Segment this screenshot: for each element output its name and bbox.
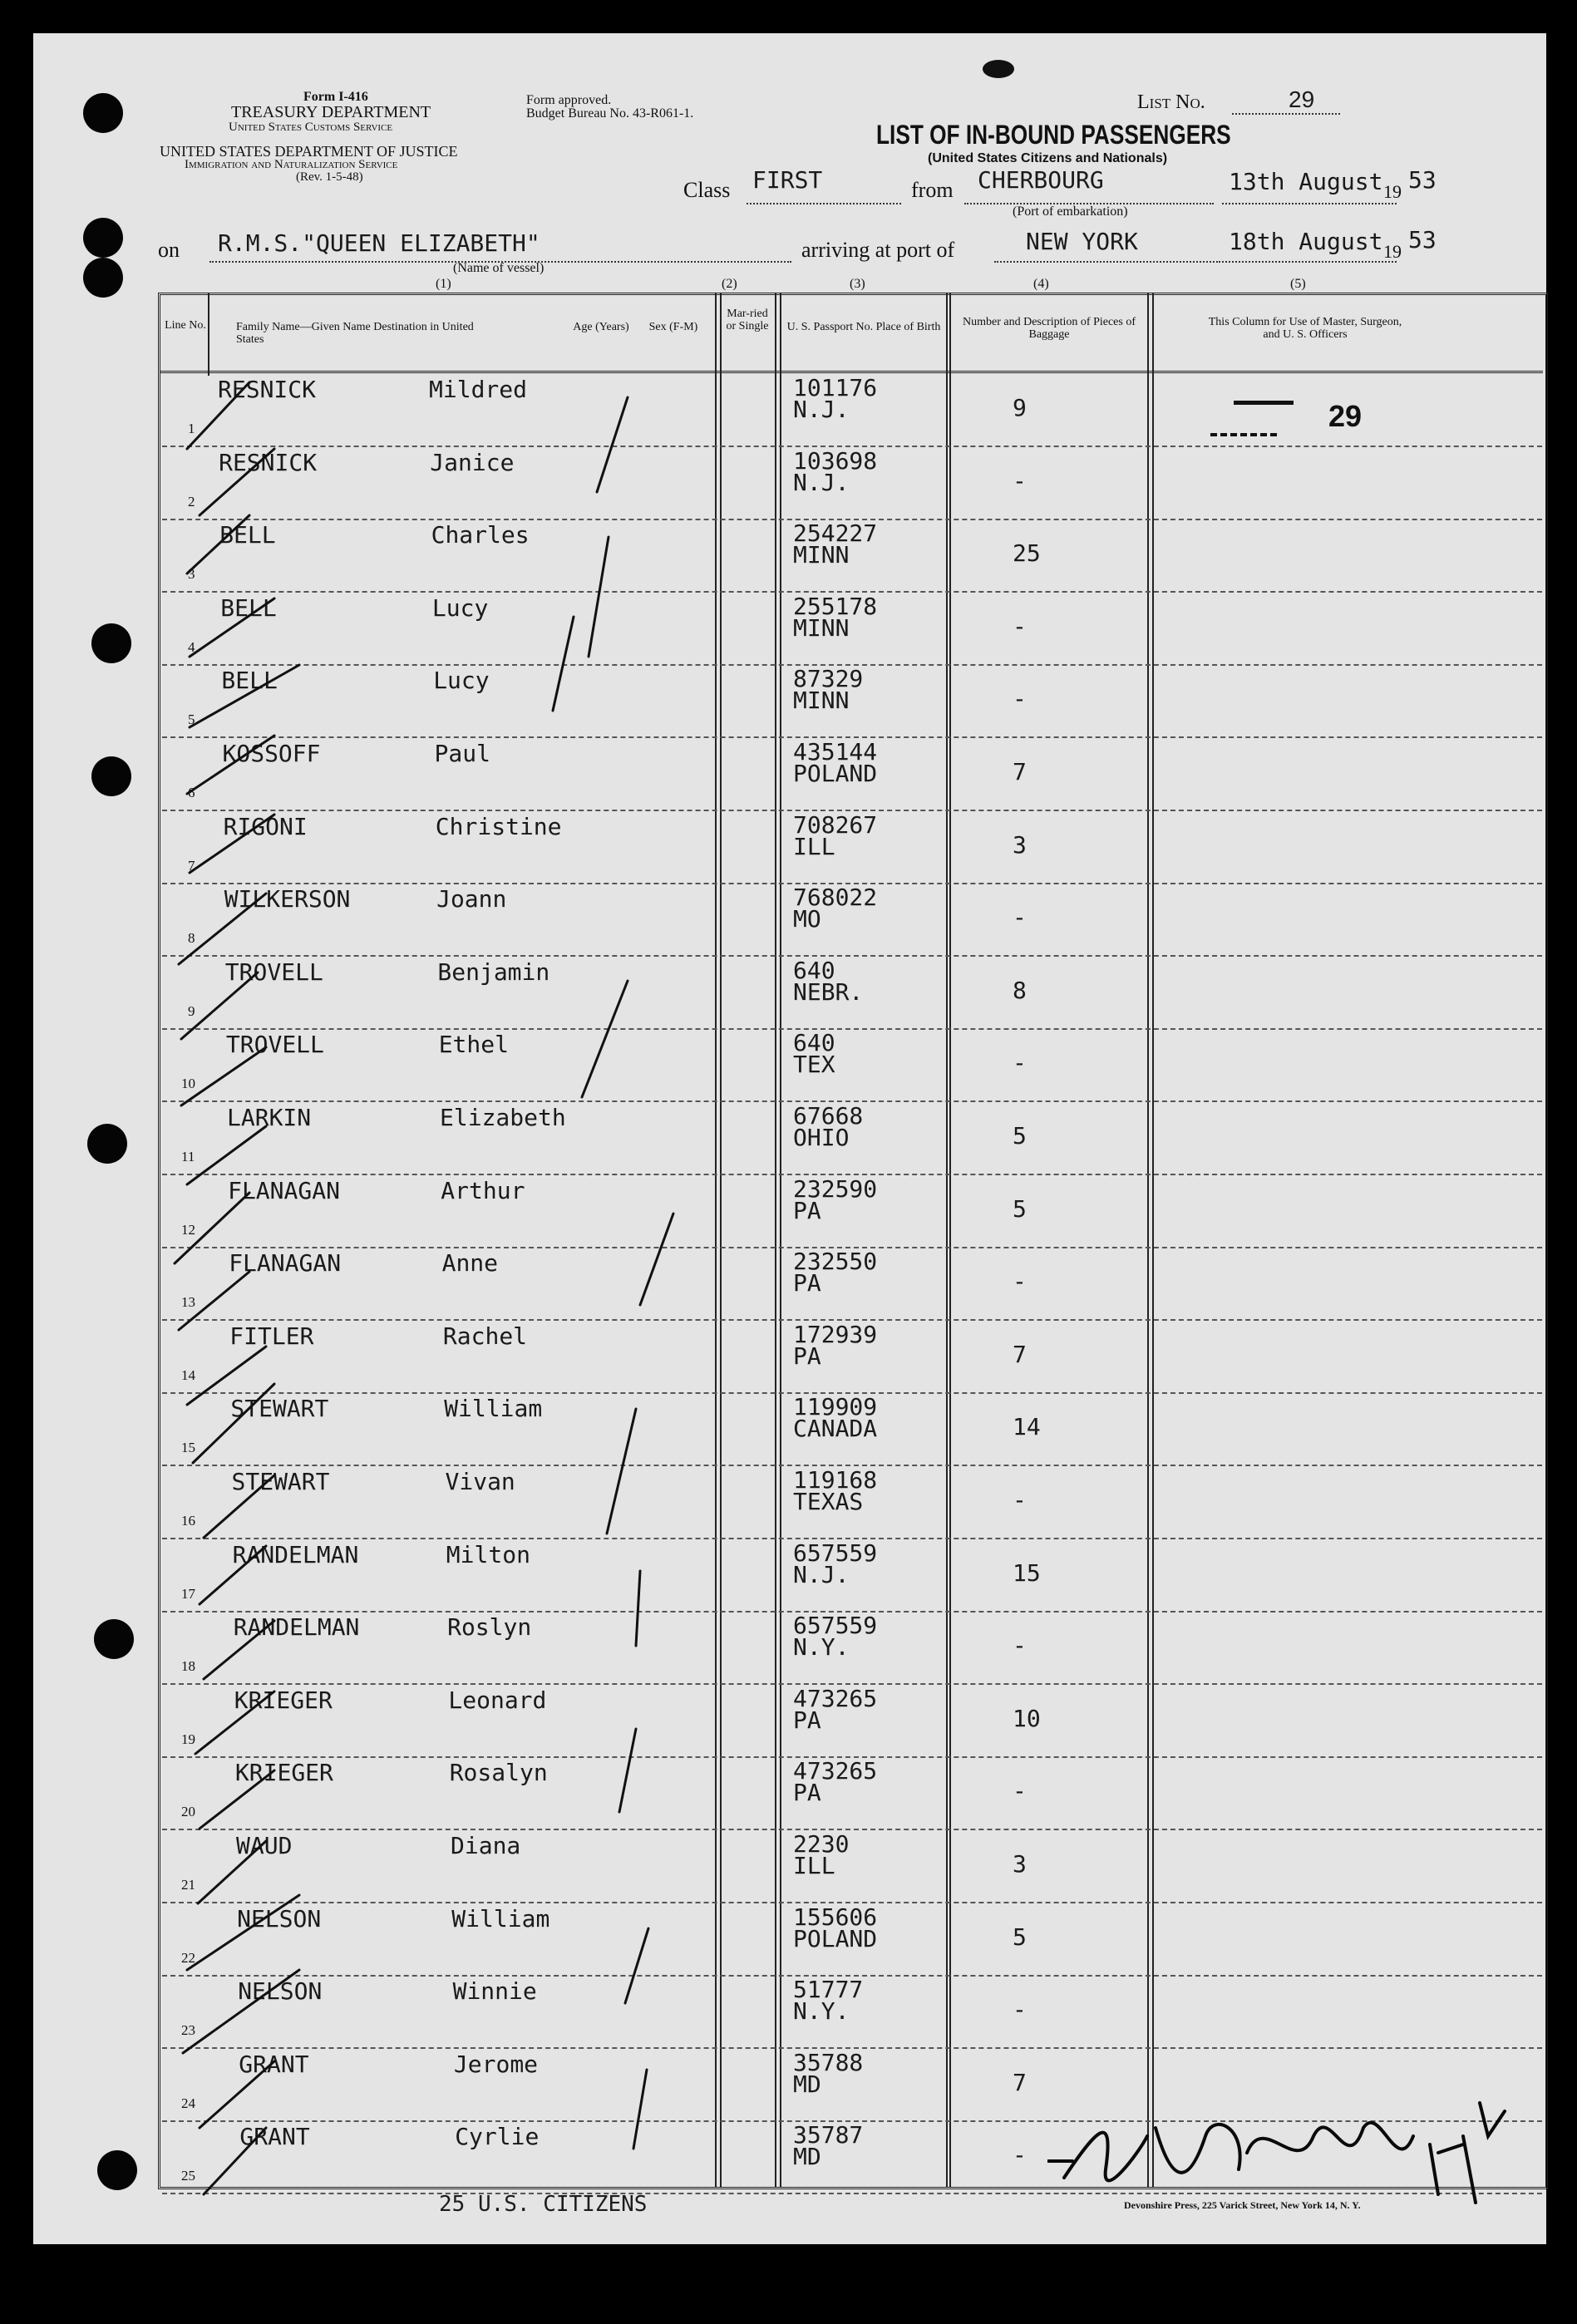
baggage-count: 25 [1013, 539, 1041, 567]
embark-port: CHERBOURG [978, 166, 1104, 194]
family-name: FLANAGAN [229, 1249, 342, 1277]
passport-number: 172939 [793, 1321, 878, 1348]
family-name: FLANAGAN [228, 1177, 340, 1204]
passport-number: 103698 [793, 447, 878, 475]
family-name: BELL [221, 667, 278, 694]
line-number: 4 [188, 639, 195, 655]
passport-number: 473265 [793, 1757, 878, 1785]
list-title: LIST OF IN-BOUND PASSENGERS [876, 120, 1231, 150]
baggage-count: 7 [1013, 2069, 1027, 2096]
given-name: Janice [430, 449, 515, 476]
place-of-birth: NEBR. [793, 978, 864, 1006]
family-name: RIGONI [223, 813, 308, 840]
header-baggage: Number and Description of Pieces of Baggage [963, 316, 1136, 341]
family-name: KOSSOFF [222, 740, 321, 767]
given-name: Cyrlie [455, 2123, 540, 2150]
embark-caption: (Port of embarkation) [1013, 204, 1128, 219]
given-name: Christine [435, 813, 562, 840]
baggage-count: - [1013, 1268, 1027, 1295]
given-name: Anne [441, 1249, 499, 1277]
baggage-count: 9 [1013, 394, 1027, 421]
place-of-birth: N.J. [793, 396, 850, 423]
place-of-birth: MINN [793, 541, 850, 569]
line-number: 23 [181, 2022, 195, 2038]
given-name: Lucy [431, 594, 489, 622]
baggage-count: - [1013, 1632, 1027, 1659]
depart-date: 13th August [1229, 168, 1383, 195]
line-number: 18 [181, 1658, 195, 1674]
place-of-birth: MINN [793, 687, 850, 714]
passport-number: 35788 [793, 2049, 864, 2076]
baggage-count: - [1013, 1777, 1027, 1805]
arrival-port: NEW YORK [1026, 228, 1138, 255]
passport-number: 119909 [793, 1393, 878, 1420]
family-name: STEWART [231, 1468, 330, 1495]
col-num-3: (3) [850, 277, 865, 291]
baggage-count: 8 [1013, 977, 1027, 1004]
family-name: RESNICK [219, 449, 318, 476]
family-name: RESNICK [218, 376, 317, 403]
passport-number: 768022 [793, 884, 878, 911]
given-name: Winnie [452, 1977, 537, 2005]
given-name: Rosalyn [449, 1759, 548, 1786]
line-number: 11 [181, 1149, 195, 1164]
arrival-date: 18th August [1229, 228, 1383, 255]
line-number: 12 [181, 1222, 195, 1238]
place-of-birth: N.Y. [793, 1997, 850, 2025]
line-number: 15 [181, 1440, 195, 1455]
place-of-birth: N.Y. [793, 1633, 850, 1661]
depart-year: 53 [1408, 166, 1437, 194]
list-no-label: List No. [1137, 91, 1205, 113]
line-number: 7 [188, 858, 195, 874]
passport-number: 708267 [793, 811, 878, 839]
treasury-dept: TREASURY DEPARTMENT [231, 103, 431, 121]
place-of-birth: MINN [793, 614, 850, 642]
family-name: GRANT [239, 2051, 309, 2078]
officer-signature [1047, 2078, 1513, 2211]
revision: (Rev. 1-5-48) [296, 170, 363, 184]
place-of-birth: CANADA [793, 1415, 878, 1442]
line-number: 6 [188, 785, 195, 800]
family-name: TROVELL [225, 1031, 324, 1058]
place-of-birth: N.J. [793, 469, 850, 496]
family-name: KRIEGER [234, 1759, 333, 1786]
baggage-count: 3 [1013, 831, 1027, 859]
given-name: Roslyn [447, 1613, 532, 1641]
from-label: from [911, 178, 954, 202]
family-name: FITLER [229, 1322, 314, 1350]
place-of-birth: MD [793, 2070, 821, 2098]
family-name: WAUD [236, 1832, 293, 1859]
family-name: TROVELL [224, 958, 323, 986]
family-name: STEWART [230, 1395, 329, 1422]
place-of-birth: PA [793, 1706, 821, 1734]
line-number: 8 [188, 930, 195, 946]
passport-number: 254227 [793, 519, 878, 547]
header-name: Family Name—Given Name Destination in United States [236, 321, 474, 346]
header-age: Age (Years) [573, 321, 629, 333]
line-number: 3 [188, 566, 195, 582]
place-of-birth: N.J. [793, 1561, 850, 1588]
passport-number: 87329 [793, 665, 864, 692]
passport-number: 640 [793, 957, 835, 984]
line-number: 20 [181, 1804, 195, 1819]
line-number: 22 [181, 1950, 195, 1966]
given-name: Charles [431, 521, 530, 549]
family-name: RANDELMAN [233, 1613, 360, 1641]
family-name: KRIEGER [234, 1686, 333, 1714]
passport-number: 35787 [793, 2121, 864, 2149]
passport-number: 232550 [793, 1248, 878, 1275]
place-of-birth: POLAND [793, 760, 878, 787]
given-name: Jerome [453, 2051, 539, 2078]
given-name: Mildred [429, 376, 528, 403]
vessel-name: R.M.S."QUEEN ELIZABETH" [218, 229, 540, 257]
col-num-5: (5) [1290, 277, 1306, 291]
printer-credit: Devonshire Press, 225 Varick Street, New York 14, N. Y. [1124, 2199, 1361, 2211]
line-number: 21 [181, 1877, 195, 1893]
baggage-count: - [1013, 467, 1027, 495]
place-of-birth: TEXAS [793, 1488, 864, 1515]
given-name: William [451, 1905, 550, 1933]
family-name: NELSON [237, 1905, 322, 1933]
line-number: 2 [188, 494, 195, 510]
baggage-count: - [1013, 1996, 1027, 2023]
family-name: LARKIN [227, 1104, 312, 1131]
place-of-birth: PA [793, 1779, 821, 1806]
line-number: 14 [181, 1367, 195, 1383]
customs-service: United States Customs Service [229, 121, 393, 134]
place-of-birth: POLAND [793, 1925, 878, 1952]
place-of-birth: PA [793, 1269, 821, 1297]
list-number: 29 [1289, 86, 1315, 112]
list-subtitle: (United States Citizens and Nationals) [928, 151, 1168, 165]
col-num-4: (4) [1033, 277, 1049, 291]
given-name: Vivan [445, 1468, 515, 1495]
header-passport: U. S. Passport No. Place of Birth [786, 321, 941, 333]
passport-number: 657559 [793, 1539, 878, 1567]
place-of-birth: PA [793, 1197, 821, 1224]
arrival-year-prefix: 19 [1383, 241, 1402, 262]
place-of-birth: PA [793, 1342, 821, 1370]
passport-number: 51777 [793, 1976, 864, 2003]
given-name: William [444, 1395, 543, 1422]
baggage-count: - [1013, 1049, 1027, 1076]
ins-label: Immigration and Naturalization Service [185, 158, 398, 171]
baggage-count: - [1013, 1486, 1027, 1514]
baggage-count: 7 [1013, 758, 1027, 785]
baggage-count: - [1013, 904, 1027, 931]
passport-number: 657559 [793, 1612, 878, 1639]
given-name: Rachel [442, 1322, 528, 1350]
passport-number: 155606 [793, 1903, 878, 1931]
line-number: 16 [181, 1513, 195, 1529]
place-of-birth: ILL [793, 833, 835, 860]
baggage-count: 5 [1013, 1923, 1027, 1951]
passport-number: 473265 [793, 1685, 878, 1712]
passport-number: 255178 [793, 593, 878, 620]
header-officers: This Column for Use of Master, Surgeon, and U. S. Officers [1208, 316, 1402, 341]
line-number: 17 [181, 1586, 195, 1602]
baggage-count: - [1013, 613, 1027, 640]
header-married: Mar-ried or Single [726, 308, 769, 332]
passport-number: 435144 [793, 738, 878, 766]
budget-bureau: Budget Bureau No. 43-R061-1. [526, 106, 694, 121]
family-name: GRANT [239, 2123, 310, 2150]
line-number: 24 [181, 2095, 195, 2111]
place-of-birth: OHIO [793, 1124, 850, 1151]
passport-number: 101176 [793, 374, 878, 401]
line-number: 10 [181, 1076, 195, 1091]
line-number: 25 [181, 2168, 195, 2184]
baggage-count: 5 [1013, 1122, 1027, 1150]
given-name: Elizabeth [440, 1104, 566, 1131]
header-sex: Sex (F-M) [648, 321, 698, 333]
given-name: Joann [436, 885, 507, 913]
baggage-count: 5 [1013, 1195, 1027, 1223]
passport-number: 67668 [793, 1102, 864, 1130]
family-name: BELL [220, 594, 277, 622]
citizens-total: 25 U.S. CITIZENS [439, 2192, 648, 2217]
depart-year-prefix: 19 [1383, 181, 1402, 202]
arriving-label: arriving at port of [801, 238, 955, 262]
family-name: WILKERSON [224, 885, 351, 913]
line-number: 1 [188, 421, 195, 436]
place-of-birth: ILL [793, 1852, 835, 1879]
given-name: Ethel [438, 1031, 509, 1058]
given-name: Diana [451, 1832, 521, 1859]
place-of-birth: MD [793, 2143, 821, 2170]
given-name: Benjamin [437, 958, 550, 986]
family-name: RANDELMAN [232, 1541, 359, 1568]
form-approved: Form approved. [526, 93, 612, 107]
baggage-count: 15 [1013, 1559, 1041, 1587]
given-name: Paul [434, 740, 490, 767]
passport-number: 640 [793, 1029, 835, 1056]
given-name: Arthur [441, 1177, 525, 1204]
vessel-caption: (Name of vessel) [453, 261, 545, 275]
line-number: 13 [181, 1294, 195, 1310]
given-name: Lucy [433, 667, 490, 694]
family-name: NELSON [238, 1977, 323, 2005]
baggage-count: 10 [1013, 1705, 1041, 1732]
arrival-year: 53 [1408, 226, 1437, 254]
baggage-count: 3 [1013, 1850, 1027, 1878]
baggage-count: 14 [1013, 1413, 1041, 1440]
officer-note: 29 [1328, 399, 1363, 433]
justice-dept: UNITED STATES DEPARTMENT OF JUSTICE [160, 143, 458, 160]
class-label: Class [683, 178, 731, 202]
baggage-count: 7 [1013, 1341, 1027, 1368]
passport-number: 232590 [793, 1175, 878, 1203]
line-number: 9 [188, 1003, 195, 1019]
place-of-birth: MO [793, 905, 821, 933]
class-value: FIRST [752, 166, 823, 194]
line-number: 5 [188, 711, 195, 727]
place-of-birth: TEX [793, 1051, 835, 1078]
passport-number: 119168 [793, 1466, 878, 1494]
col-num-1: (1) [436, 277, 451, 291]
given-name: Milton [446, 1541, 530, 1568]
given-name: Leonard [448, 1686, 547, 1714]
form-number: Form I-416 [303, 90, 368, 104]
passport-number: 2230 [793, 1830, 850, 1858]
baggage-count: - [1013, 685, 1027, 712]
line-number: 19 [181, 1731, 195, 1747]
col-num-2: (2) [722, 277, 737, 291]
on-label: on [158, 238, 180, 262]
baggage-count: - [1013, 2141, 1027, 2169]
header-line-no: Line No. [165, 319, 206, 332]
family-name: BELL [219, 521, 276, 549]
